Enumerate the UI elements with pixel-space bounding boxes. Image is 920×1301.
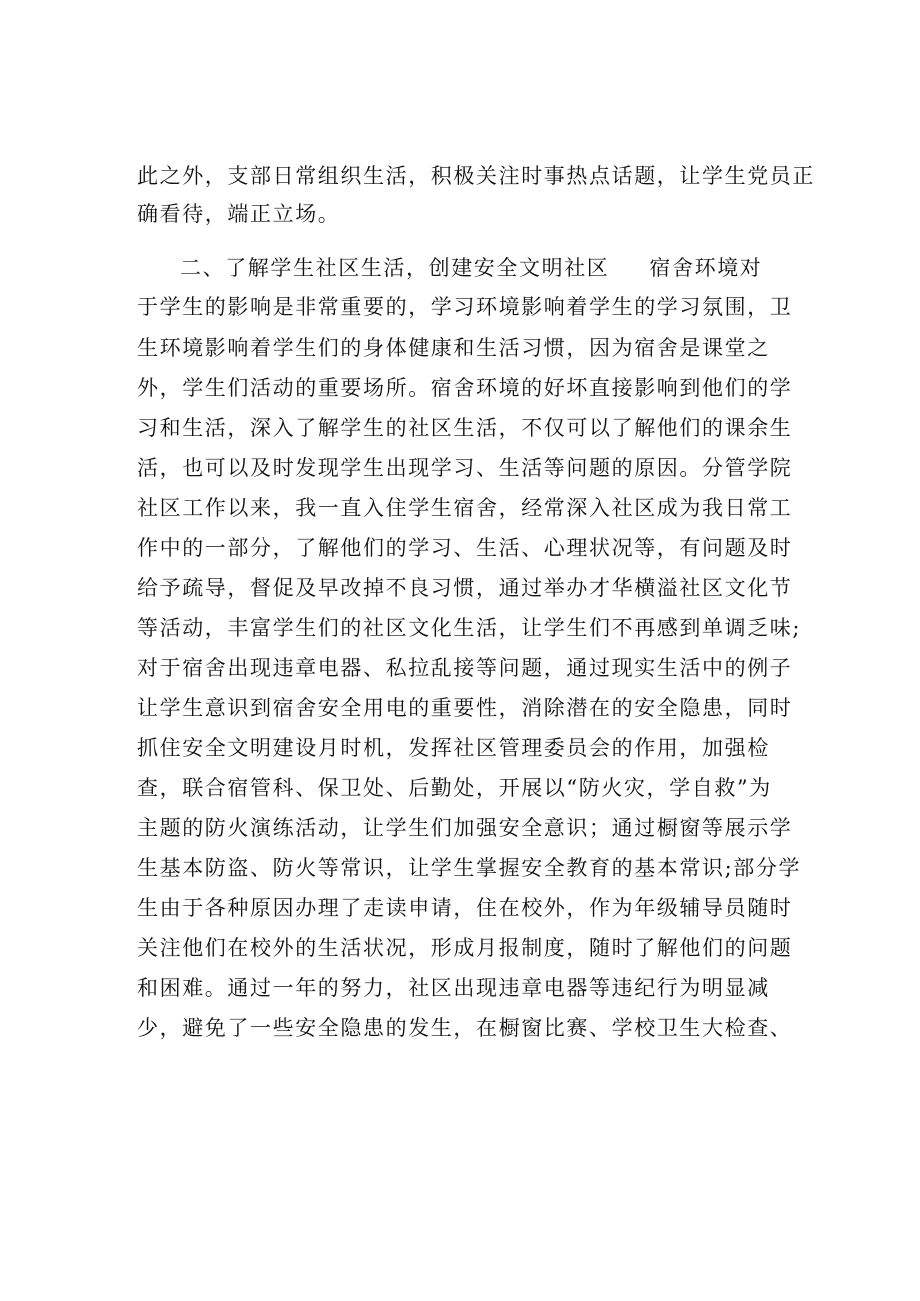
text-line-21: 和困难。通过一年的努力，社区出现违章电器等违纪行为明显减 [137, 976, 770, 1000]
text-line-1: 此之外，支部日常组织生活，积极关注时事热点话题，让学生党员正 [137, 164, 815, 188]
text-line-22: 少，避免了一些安全隐患的发生，在橱窗比赛、学校卫生大检查、 [137, 1016, 793, 1040]
text-line-5: 生环境影响着学生们的身体健康和生活习惯，因为宿舍是课堂之 [137, 336, 770, 360]
text-line-19: 生由于各种原因办理了走读申请，住在校外，作为年级辅导员随时 [137, 896, 793, 920]
text-line-7: 习和生活，深入了解学生的社区生活，不仅可以了解他们的课余生 [137, 416, 793, 440]
text-line-3 [180, 251, 762, 285]
text-line-12: 等活动，丰富学生们的社区文化生活，让学生们不再感到单调乏味; [137, 616, 802, 640]
text-line-15: 抓住安全文明建设月时机，发挥社区管理委员会的作用，加强检 [137, 736, 770, 760]
text-line-20: 关注他们在校外的生活状况，形成月报制度，随时了解他们的问题 [137, 936, 793, 960]
text-line-13: 对于宿舍出现违章电器、私拉乱接等问题，通过现实生活中的例子 [137, 656, 793, 680]
paragraph-start: 宿舍环境对 [649, 256, 763, 280]
text-line-18: 生基本防盗、防火等常识，让学生掌握安全教育的基本常识;部分学 [137, 856, 802, 880]
text-line-4: 于学生的影响是非常重要的，学习环境影响着学生的学习氛围，卫 [137, 295, 793, 319]
section-heading: 二、了解学生社区生活，创建安全文明社区 [180, 256, 610, 280]
text-line-6: 外，学生们活动的重要场所。宿舍环境的好坏直接影响到他们的学 [137, 376, 793, 400]
text-line-10: 作中的一部分，了解他们的学习、生活、心理状况等，有问题及时 [137, 536, 793, 560]
text-line-2: 确看待，端正立场。 [137, 202, 341, 226]
text-line-16: 查，联合宿管科、保卫处、后勤处，开展以“防火灾，学自救”为 [137, 776, 772, 800]
text-line-9: 社区工作以来，我一直入住学生宿舍，经常深入社区成为我日常工 [137, 496, 793, 520]
text-line-14: 让学生意识到宿舍安全用电的重要性，消除潜在的安全隐患，同时 [137, 696, 793, 720]
text-line-11: 给予疏导，督促及早改掉不良习惯，通过举办才华横溢社区文化节 [137, 576, 793, 600]
text-line-8: 活，也可以及时发现学生出现学习、生活等问题的原因。分管学院 [137, 456, 793, 480]
text-line-17: 主题的防火演练活动，让学生们加强安全意识；通过橱窗等展示学 [137, 816, 793, 840]
